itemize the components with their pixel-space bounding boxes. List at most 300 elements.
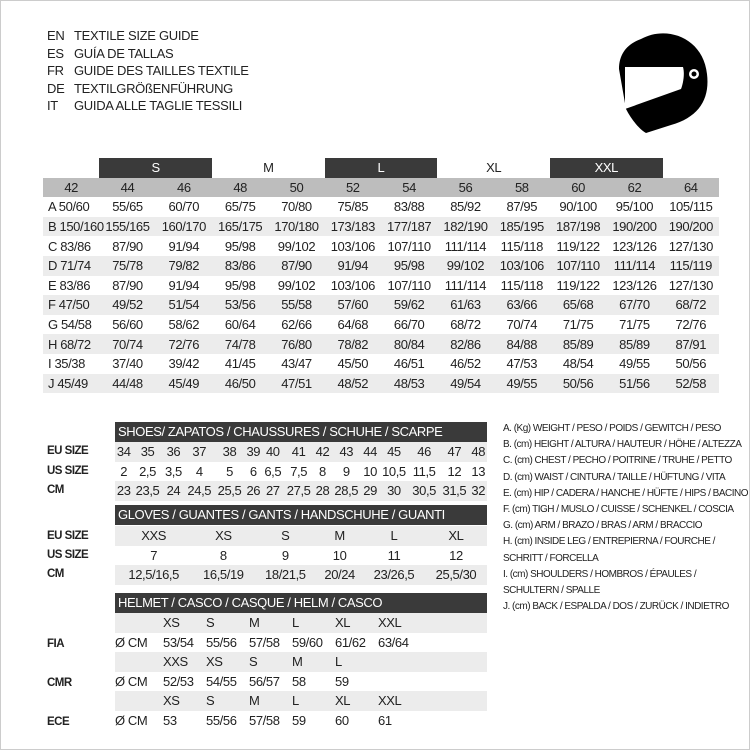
helmet-value: 61 <box>378 712 392 728</box>
measure-cell: 58/62 <box>168 317 200 333</box>
size-header: 44 <box>99 178 155 198</box>
helmet-table <box>115 613 487 730</box>
measure-cell: 79/82 <box>156 256 212 276</box>
measure-cell: 190/200 <box>606 217 662 237</box>
helmet-value: 57/58 <box>249 634 280 650</box>
helmet-value: 53 <box>163 712 177 728</box>
table-row <box>43 295 719 315</box>
spacer <box>421 613 487 633</box>
row-key: D <box>48 258 57 274</box>
glove-size: 25,5/30 <box>425 565 487 585</box>
table-row <box>115 546 487 566</box>
size-header: 56 <box>437 178 493 198</box>
helmet-size-row <box>115 652 487 672</box>
title-line <box>47 80 249 98</box>
measure-cell: 57/60 <box>325 295 381 315</box>
table-row <box>115 565 487 585</box>
measure-cell: 71/75 <box>619 317 650 333</box>
shoe-size: 13 <box>471 463 486 479</box>
measure-cell: 91/94 <box>168 238 200 254</box>
size-band-row <box>43 158 719 178</box>
cell-value: 83/86 <box>59 277 91 293</box>
measure-cell: 37/40 <box>112 356 143 372</box>
measure-cell: 80/84 <box>381 334 437 354</box>
measure-cell <box>43 236 99 256</box>
measure-cell: 99/102 <box>277 277 316 293</box>
helmet-value: 52/53 <box>163 673 194 689</box>
helmet-size: XXL <box>378 613 421 633</box>
legend-item: F. (cm) TIGH / MUSLO / CUISSE / SCHENKEL / COSCIA <box>503 504 734 516</box>
shoe-size: 44 <box>361 442 378 462</box>
cell-value: 83/86 <box>60 238 91 254</box>
unit: Ø CM <box>115 712 148 728</box>
table-row <box>115 481 487 501</box>
shoe-size: 29 <box>361 481 378 501</box>
measure-cell: 70/80 <box>281 199 312 215</box>
measure-cell: 99/102 <box>437 256 493 276</box>
title-text: TEXTILGRÖßENFÜHRUNG <box>74 80 233 96</box>
cell-value: 50/60 <box>58 199 90 215</box>
size-band: XXL <box>550 158 663 178</box>
glove-size: XS <box>192 526 254 546</box>
measure-cell: 50/56 <box>550 374 606 394</box>
measure-cell: 49/55 <box>619 356 650 372</box>
row-key: E <box>48 277 57 293</box>
helmet-size: S <box>249 652 292 672</box>
shoe-size: 48 <box>469 442 487 462</box>
measure-cell: 65/68 <box>550 295 606 315</box>
row-key: B <box>48 219 57 235</box>
measure-cell: 107/110 <box>550 256 606 276</box>
helmet-value: 55/56 <box>206 634 237 650</box>
measure-cell <box>43 354 99 374</box>
shoe-size: 41 <box>284 442 314 462</box>
measure-cell: 170/180 <box>268 217 324 237</box>
measure-cell: 85/89 <box>550 334 606 354</box>
measure-cell: 70/74 <box>506 317 538 333</box>
measure-cell: 127/130 <box>668 277 713 293</box>
measure-cell: 41/45 <box>224 356 256 372</box>
size-header: 52 <box>325 178 381 198</box>
helmet-value <box>378 672 421 692</box>
size-header: 64 <box>663 178 719 198</box>
helmet-size: XXS <box>163 652 206 672</box>
row-label: EU SIZE <box>47 445 89 457</box>
helmet-value: 58 <box>292 673 306 689</box>
shoe-size: 12 <box>447 463 462 479</box>
glove-size: L <box>363 526 425 546</box>
shoe-size: 46 <box>409 442 439 462</box>
legend-item: B. (cm) HEIGHT / ALTURA / HAUTEUR / HÖHE / ALTEZZA <box>503 439 742 451</box>
legend-item: E. (cm) HIP / CADERA / HANCHE / HÜFTE / HIPS / BACINO <box>503 487 749 499</box>
language-code: EN <box>47 28 65 43</box>
measure-cell: 76/80 <box>268 334 324 354</box>
row-key: C <box>48 238 57 254</box>
measure-cell: 66/70 <box>393 317 425 333</box>
measure-cell: 182/190 <box>437 217 493 237</box>
shoe-size: 45 <box>379 442 409 462</box>
textile-size-table <box>43 158 719 393</box>
row-key: G <box>48 317 58 333</box>
shoe-size: 38 <box>214 442 244 462</box>
measure-cell: 123/126 <box>612 238 657 254</box>
size-header: 46 <box>156 178 212 198</box>
shoe-size: 36 <box>163 442 185 462</box>
shoe-size: 23,5 <box>132 481 162 501</box>
helmet-size: S <box>206 613 249 633</box>
row-key: H <box>48 336 57 352</box>
helmet-value-row <box>115 633 487 653</box>
helmet-size: L <box>292 613 335 633</box>
row-key: A <box>48 199 56 215</box>
helmet-header: HELMET / CASCO / CASQUE / HELM / CASCO <box>115 593 487 613</box>
row-key: F <box>48 297 56 313</box>
size-band: XL <box>486 160 502 176</box>
unit: Ø CM <box>115 634 148 650</box>
measure-cell <box>43 217 104 237</box>
helmet-size: XS <box>163 691 206 711</box>
spacer <box>421 711 487 731</box>
measure-cell: 55/65 <box>112 199 143 215</box>
cell-value: 71/74 <box>60 258 91 274</box>
legend-item: D. (cm) WAIST / CINTURA / TAILLE / HÜFTUNG / VITA <box>503 471 726 483</box>
measure-cell: 111/114 <box>444 238 487 254</box>
shoe-size: 43 <box>331 442 361 462</box>
title-line <box>47 97 249 115</box>
title-text: TEXTILE SIZE GUIDE <box>74 28 199 43</box>
size-header: 50 <box>268 178 324 198</box>
measure-cell: 111/114 <box>444 277 487 293</box>
measure-cell: 87/91 <box>663 334 719 354</box>
title-text: GUÍA DE TALLAS <box>74 45 174 61</box>
shoe-size: 9 <box>342 463 350 479</box>
measure-cell: 62/66 <box>281 317 312 333</box>
shoe-size: 2 <box>120 463 128 479</box>
measure-cell: 82/86 <box>437 334 493 354</box>
helmet-size: M <box>249 691 292 711</box>
measure-cell: 61/63 <box>437 295 493 315</box>
legend-item: C. (cm) CHEST / PECHO / POITRINE / TRUHE / PETTO <box>503 455 732 467</box>
measure-cell: 83/86 <box>212 256 268 276</box>
shoe-size: 7,5 <box>290 463 308 479</box>
shoe-size: 34 <box>115 442 132 462</box>
measure-cell: 127/130 <box>668 238 713 254</box>
row-label: CMR <box>47 677 72 689</box>
shoe-size: 23 <box>115 481 132 501</box>
helmet-size: M <box>292 652 335 672</box>
spacer <box>115 652 163 672</box>
gloves-table <box>115 526 487 585</box>
measure-cell: 74/78 <box>212 334 268 354</box>
measure-cell: 46/50 <box>212 374 268 394</box>
measure-cell <box>43 374 99 394</box>
spacer <box>421 652 487 672</box>
size-header: 54 <box>381 178 437 198</box>
measure-cell: 85/89 <box>606 334 662 354</box>
table-row <box>43 256 719 276</box>
measure-cell: 70/74 <box>99 334 155 354</box>
measure-cell: 56/60 <box>112 317 143 333</box>
glove-size: 8 <box>219 547 227 563</box>
shoe-size: 37 <box>184 442 214 462</box>
title-text: GUIDA ALLE TAGLIE TESSILI <box>74 98 243 113</box>
glove-size: XL <box>425 526 487 546</box>
measure-cell: 52/58 <box>663 374 719 394</box>
measure-cell: 115/119 <box>663 256 719 276</box>
table-row <box>43 276 719 296</box>
measure-cell: 59/62 <box>381 295 437 315</box>
shoe-size: 6 <box>249 463 257 479</box>
measure-cell: 99/102 <box>277 238 316 254</box>
helmet-size: XL <box>335 613 378 633</box>
measure-cell: 47/51 <box>268 374 324 394</box>
legend-item: G. (cm) ARM / BRAZO / BRAS / ARM / BRACCIO <box>503 520 703 532</box>
measure-cell: 51/56 <box>606 374 662 394</box>
measure-cell: 155/165 <box>99 217 155 237</box>
measure-cell: 55/58 <box>268 295 324 315</box>
cell-value: 54/58 <box>60 317 92 333</box>
size-header: 60 <box>550 178 606 198</box>
spacer <box>115 691 163 711</box>
shoe-size: 30,5 <box>409 481 439 501</box>
helmet-value-row <box>115 672 487 692</box>
size-header: 48 <box>212 178 268 198</box>
measure-cell: 75/85 <box>337 199 369 215</box>
table-row <box>115 462 487 482</box>
measure-cell <box>43 295 99 315</box>
measure-cell: 67/70 <box>606 295 662 315</box>
shoe-size: 4 <box>195 463 203 479</box>
helmet-value: 60 <box>335 712 349 728</box>
shoe-size: 32 <box>469 481 487 501</box>
shoe-size: 26 <box>245 481 262 501</box>
helmet-icon <box>611 29 711 134</box>
glove-size: M <box>316 526 363 546</box>
table-row <box>43 315 719 335</box>
spacer <box>115 613 163 633</box>
measure-cell: 107/110 <box>387 277 431 293</box>
measure-cell: 53/56 <box>212 295 268 315</box>
shoes-table <box>115 442 487 501</box>
measure-cell: 64/68 <box>337 317 369 333</box>
spacer <box>421 672 487 692</box>
measure-cell <box>43 197 99 217</box>
measure-cell: 49/52 <box>99 295 155 315</box>
measure-cell: 49/55 <box>494 374 550 394</box>
helmet-value: 54/55 <box>206 673 237 689</box>
helmet-value: 59 <box>292 712 306 728</box>
measure-cell: 165/175 <box>212 217 268 237</box>
shoe-size: 11,5 <box>412 463 436 479</box>
size-header: 42 <box>43 178 99 198</box>
measure-cell: 48/53 <box>381 374 437 394</box>
measure-cell: 91/94 <box>168 277 200 293</box>
row-label: CM <box>47 484 64 496</box>
language-code: ES <box>47 45 64 61</box>
helmet-value: 53/54 <box>163 634 194 650</box>
measure-cell: 119/122 <box>556 238 600 254</box>
shoe-size: 27 <box>262 481 284 501</box>
gloves-header: GLOVES / GUANTES / GANTS / HANDSCHUHE / GUANTI <box>115 505 487 525</box>
measure-cell: 60/70 <box>168 199 200 215</box>
measure-cell <box>43 315 99 335</box>
table-row <box>43 374 719 394</box>
size-band: S <box>99 158 212 178</box>
language-code: IT <box>47 98 58 113</box>
shoe-size: 3,5 <box>164 463 182 479</box>
helmet-value: 55/56 <box>206 712 237 728</box>
measure-cell: 90/100 <box>559 199 597 215</box>
band-spacer <box>43 158 99 178</box>
measure-cell <box>43 334 99 354</box>
row-label: ECE <box>47 716 70 728</box>
table-row <box>115 442 487 462</box>
measure-cell: 87/90 <box>112 277 143 293</box>
shoe-size: 39 <box>245 442 262 462</box>
table-row <box>115 526 487 546</box>
helmet-size: XS <box>163 613 206 633</box>
measure-cell: 91/94 <box>325 256 381 276</box>
shoe-size: 5 <box>226 463 233 479</box>
table-row <box>43 236 719 256</box>
legend-item: SCHULTERN / SPALLE <box>503 585 600 597</box>
row-label: US SIZE <box>47 549 89 561</box>
shoe-size: 2,5 <box>139 463 156 479</box>
guide-titles <box>47 27 249 115</box>
measure-cell: 119/122 <box>556 277 600 293</box>
shoe-size: 24,5 <box>184 481 214 501</box>
measure-cell: 46/52 <box>450 356 481 372</box>
measure-cell: 105/115 <box>669 199 713 215</box>
row-label: FIA <box>47 638 65 650</box>
legend-item: J. (cm) BACK / ESPALDA / DOS / ZURÜCK / INDIETRO <box>503 601 729 613</box>
glove-size: 12,5/16,5 <box>115 565 192 585</box>
measure-cell: 75/78 <box>99 256 155 276</box>
size-band: L <box>325 158 438 178</box>
table-row <box>43 197 719 217</box>
measure-cell: 45/49 <box>156 374 212 394</box>
measure-cell: 63/66 <box>494 295 550 315</box>
helmet-size: M <box>249 613 292 633</box>
measure-cell: 72/76 <box>156 334 212 354</box>
glove-size: 23/26,5 <box>363 565 425 585</box>
legend-item: I. (cm) SHOULDERS / HOMBROS / ÉPAULES / <box>503 568 697 580</box>
shoe-size: 30 <box>379 481 409 501</box>
measure-cell: 49/54 <box>437 374 493 394</box>
glove-size: 7 <box>150 547 158 563</box>
measure-cell: 103/106 <box>330 238 375 254</box>
measure-cell: 78/82 <box>325 334 381 354</box>
cell-value: 47/50 <box>58 297 90 313</box>
glove-size: S <box>254 526 316 546</box>
helmet-value: 63/64 <box>378 634 409 650</box>
row-key: J <box>48 375 55 391</box>
measure-cell: 60/64 <box>224 317 256 333</box>
title-line <box>47 27 249 45</box>
row-label: EU SIZE <box>47 530 89 542</box>
shoe-size: 28 <box>314 481 331 501</box>
size-band: M <box>263 160 274 176</box>
cell-value: 68/72 <box>60 336 91 352</box>
helmet-size-row <box>115 613 487 633</box>
cell-value: 45/49 <box>57 375 88 391</box>
helmet-size: L <box>292 691 335 711</box>
language-code: DE <box>47 80 65 96</box>
measure-cell: 87/95 <box>506 199 538 215</box>
measure-cell: 95/98 <box>381 256 437 276</box>
helmet-value: 61/62 <box>335 634 366 650</box>
shoe-size: 6,5 <box>264 463 282 479</box>
measure-cell: 177/187 <box>381 217 437 237</box>
helmet-value: 56/57 <box>249 673 280 689</box>
measure-cell: 107/110 <box>387 238 431 254</box>
measure-cell: 84/88 <box>494 334 550 354</box>
measure-cell: 95/98 <box>224 238 256 254</box>
spacer <box>421 691 487 711</box>
shoe-size: 8 <box>319 463 326 479</box>
shoe-size: 28,5 <box>331 481 361 501</box>
glove-size: XXS <box>115 526 192 546</box>
size-header: 58 <box>494 178 550 198</box>
helmet-size <box>378 652 421 672</box>
measure-cell: 48/52 <box>325 374 381 394</box>
size-header: 62 <box>606 178 662 198</box>
shoe-size: 24 <box>163 481 185 501</box>
measure-cell: 83/88 <box>393 199 425 215</box>
shoe-size: 35 <box>132 442 162 462</box>
glove-size: 12 <box>449 547 463 563</box>
measure-cell: 44/48 <box>99 374 155 394</box>
measure-cell: 47/53 <box>506 356 538 372</box>
measure-cell: 160/170 <box>156 217 212 237</box>
measure-cell: 68/72 <box>450 317 481 333</box>
helmet-value: 59/60 <box>292 634 323 650</box>
cell-value: 150/160 <box>59 219 104 235</box>
measure-cell: 43/47 <box>281 356 312 372</box>
shoes-header: SHOES/ ZAPATOS / CHAUSSURES / SCHUHE / SCARPE <box>115 422 487 442</box>
helmet-size: L <box>335 652 378 672</box>
glove-size: 18/21,5 <box>254 565 316 585</box>
band-spacer <box>663 158 719 178</box>
measure-cell: 103/106 <box>494 256 550 276</box>
glove-size: 10 <box>332 547 347 563</box>
measure-cell <box>43 276 99 296</box>
measure-cell: 39/42 <box>168 356 200 372</box>
helmet-size: S <box>206 691 249 711</box>
row-label: CM <box>47 568 64 580</box>
helmet-value: 59 <box>335 673 349 689</box>
measure-cell: 190/200 <box>663 217 719 237</box>
measure-cell: 115/118 <box>500 238 543 254</box>
glove-size: 16,5/19 <box>192 565 254 585</box>
row-key: I <box>48 356 52 372</box>
measure-cell: 111/114 <box>606 256 662 276</box>
shoe-size: 31,5 <box>439 481 469 501</box>
measure-cell: 95/98 <box>224 277 256 293</box>
measure-cell: 65/75 <box>224 199 256 215</box>
measure-cell: 87/90 <box>268 256 324 276</box>
measure-cell: 45/50 <box>337 356 369 372</box>
title-line <box>47 45 249 63</box>
spacer <box>421 633 487 653</box>
row-label: US SIZE <box>47 464 89 477</box>
shoe-size: 25,5 <box>214 481 244 501</box>
table-row <box>43 354 719 374</box>
helmet-size: XL <box>335 691 378 711</box>
helmet-size-row <box>115 691 487 711</box>
helmet-value-row <box>115 711 487 731</box>
shoe-size: 42 <box>314 442 331 462</box>
